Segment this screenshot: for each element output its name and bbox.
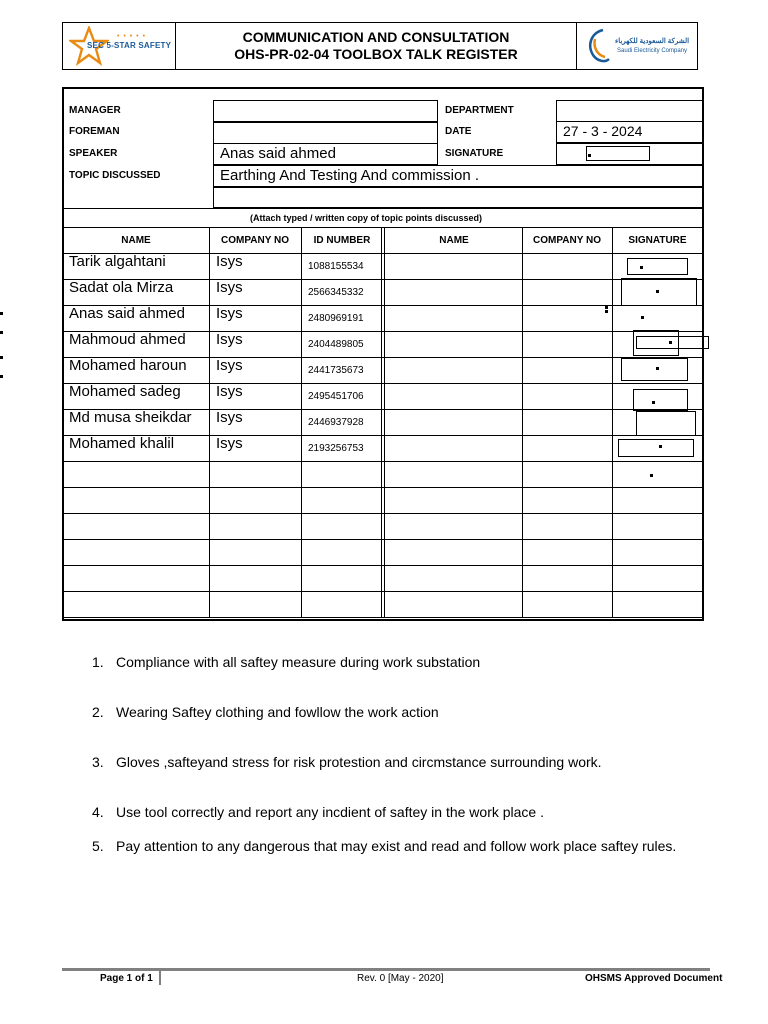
signature-dot (605, 306, 608, 309)
attendee-company: Isys (216, 331, 243, 348)
attendee-id: 2193256753 (308, 443, 364, 454)
table-column-line (209, 227, 210, 617)
table-row-line (63, 513, 703, 514)
table-column-line (381, 227, 382, 617)
signature-mark (633, 389, 688, 411)
header-name-left: NAME (121, 235, 151, 246)
signature-mark (621, 278, 697, 306)
attendee-company: Isys (216, 435, 243, 452)
signature-label: SIGNATURE (445, 148, 504, 159)
margin-mark (0, 375, 3, 378)
signature-dot (659, 445, 662, 448)
table-column-line (612, 227, 613, 617)
margin-mark (0, 312, 3, 315)
attendee-company: Isys (216, 409, 243, 426)
signature-mark (636, 411, 696, 436)
department-label: DEPARTMENT (445, 105, 514, 116)
saudi-electricity-logo (576, 23, 697, 69)
header-company-left: COMPANY NO (221, 235, 289, 246)
header-id: ID NUMBER (313, 235, 371, 246)
topic-label: TOPIC DISCUSSED (69, 170, 161, 181)
attendee-company: Isys (216, 279, 243, 296)
point-text: Gloves ,safteyand stress for risk protestion and circmstance surrounding work. (116, 754, 602, 770)
manager-field[interactable] (213, 100, 438, 122)
date-field[interactable]: 27 - 3 - 2024 (556, 121, 703, 143)
signature-dot (605, 310, 608, 313)
revision: Rev. 0 [May - 2020] (357, 973, 444, 984)
signature-dot (669, 341, 672, 344)
topic-field-line-2[interactable] (213, 187, 703, 208)
attendee-name: Md musa sheikdar (69, 409, 192, 426)
header-name-right: NAME (439, 235, 469, 246)
page-number: Page 1 of 1 (100, 973, 153, 984)
attendee-name: Sadat ola Mirza (69, 279, 174, 296)
point-number: 4. (92, 804, 104, 820)
signature-dot (656, 290, 659, 293)
signature-dot (650, 474, 653, 477)
signature-dot (652, 401, 655, 404)
attendee-id: 1088155534 (308, 261, 364, 272)
margin-mark (0, 356, 3, 359)
attendee-id: 2495451706 (308, 391, 364, 402)
table-row-line (63, 227, 703, 228)
approval-status: OHSMS Approved Document (585, 973, 723, 984)
point-text: Compliance with all saftey measure during work substation (116, 654, 481, 670)
logo-dots: • • • • • (117, 33, 147, 40)
foreman-field[interactable] (213, 122, 438, 144)
table-row-line (63, 461, 703, 462)
attendee-name: Mohamed haroun (69, 357, 187, 374)
point-number: 5. (92, 838, 104, 854)
document-title (176, 23, 576, 69)
point-number: 2. (92, 704, 104, 720)
attendee-company: Isys (216, 383, 243, 400)
footer-divider (159, 971, 161, 985)
attendee-id: 2566345332 (308, 287, 364, 298)
point-text: Use tool correctly and report any incdient of saftey in the work place . (116, 804, 544, 820)
attendee-company: Isys (216, 305, 243, 322)
signature-dot (588, 154, 591, 157)
speaker-signature-mark (586, 146, 650, 161)
speaker-field[interactable]: Anas said ahmed (213, 143, 438, 165)
signature-mark (636, 336, 709, 349)
signature-mark (621, 358, 688, 381)
table-row-line (63, 617, 703, 618)
table-row-line (63, 591, 703, 592)
point-number: 3. (92, 754, 104, 770)
attendee-id: 2480969191 (308, 313, 364, 324)
department-field[interactable] (556, 100, 703, 122)
title-line-1: COMMUNICATION AND CONSULTATION (242, 29, 510, 45)
date-label: DATE (445, 126, 472, 137)
attendee-name: Tarik algahtani (69, 253, 166, 270)
point-number: 1. (92, 654, 104, 670)
margin-mark (0, 331, 3, 334)
attendee-name: Mohamed khalil (69, 435, 175, 452)
attendee-id: 2441735673 (308, 365, 364, 376)
attach-note: (Attach typed / written copy of topic points discussed) (250, 213, 483, 223)
signature-mark (618, 439, 694, 457)
table-row-line (63, 539, 703, 540)
foreman-label: FOREMAN (69, 126, 120, 137)
manager-label: MANAGER (69, 105, 121, 116)
header-signature: SIGNATURE (628, 235, 687, 246)
sec-emblem-icon (585, 27, 611, 67)
document-header (62, 22, 698, 70)
sec-five-star-logo (63, 23, 176, 69)
table-row-line (63, 565, 703, 566)
signature-mark (627, 258, 688, 275)
signature-dot (656, 367, 659, 370)
attendee-company: Isys (216, 253, 243, 270)
logo-arabic-text: الشركة السعودية للكهرباء (614, 38, 690, 45)
attendee-name: Mahmoud ahmed (69, 331, 186, 348)
table-column-line (301, 227, 302, 617)
header-company-right: COMPANY NO (533, 235, 601, 246)
speaker-label: SPEAKER (69, 148, 118, 159)
logo-english-text: Saudi Electricity Company (616, 48, 688, 54)
attendee-id: 2446937928 (308, 417, 364, 428)
point-text: Wearing Saftey clothing and fowllow the work action (116, 704, 439, 720)
topic-field[interactable]: Earthing And Testing And commission . (213, 165, 703, 187)
table-column-line (384, 227, 385, 617)
table-row-line (63, 487, 703, 488)
signature-dot (640, 266, 643, 269)
attendee-company: Isys (216, 357, 243, 374)
attendee-name: Anas said ahmed (69, 305, 185, 322)
attendee-name: Mohamed sadeg (69, 383, 181, 400)
point-text: Pay attention to any dangerous that may exist and read and follow work place saftey rules. (116, 838, 677, 854)
attendee-id: 2404489805 (308, 339, 364, 350)
logo-text: SEC 5-STAR SAFETY (87, 41, 172, 50)
signature-dot (641, 316, 644, 319)
title-line-2: OHS-PR-02-04 TOOLBOX TALK REGISTER (234, 46, 518, 62)
divider (63, 208, 703, 209)
table-column-line (522, 227, 523, 617)
